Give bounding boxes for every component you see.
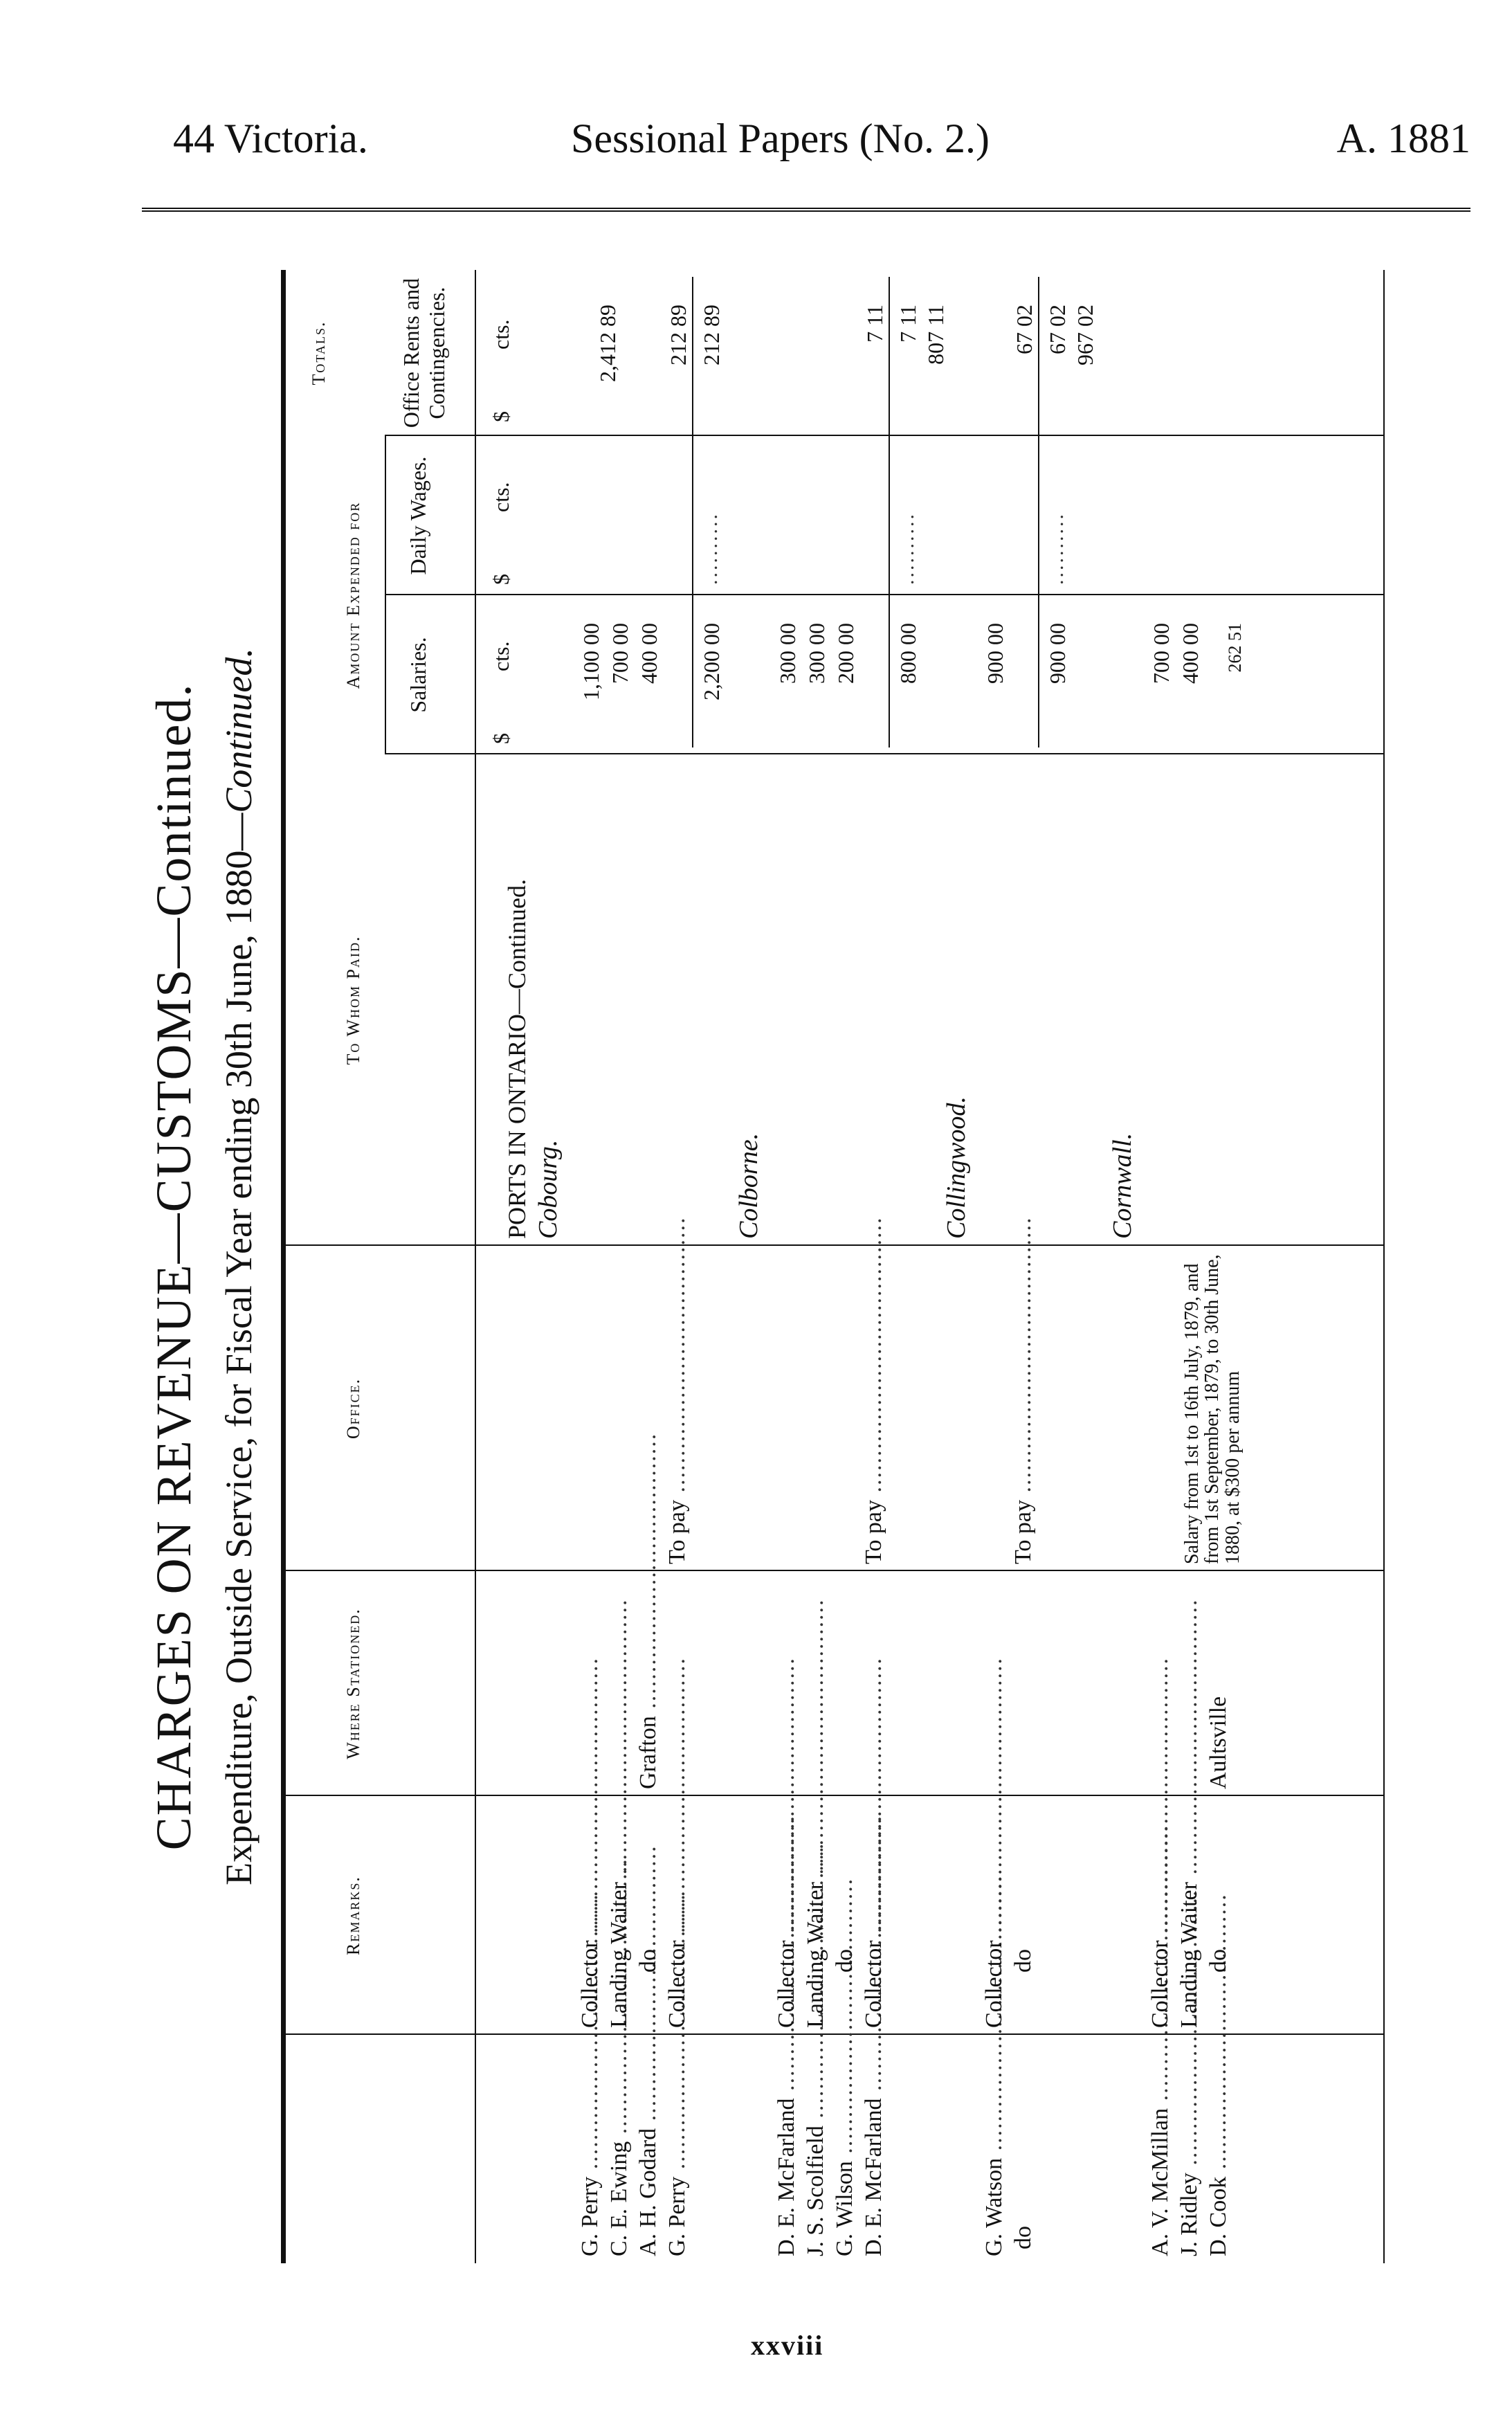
row-rents: 212 89 [666, 305, 691, 365]
section-heading: PORTS IN ONTARIO—Continued. [503, 879, 531, 1239]
row-salary: 300 00 [775, 623, 800, 684]
port-name-cobourg: Cobourg. [534, 1139, 563, 1239]
total-colborne: 807 11 [923, 305, 948, 365]
row-whom: do [1010, 2226, 1036, 2249]
subtotal-rents: 7 11 [895, 305, 920, 343]
row-office: Collector ..... [1149, 1657, 1172, 2028]
row-salary: 700 00 [608, 623, 632, 684]
row-salary: 900 00 [983, 623, 1008, 684]
row-office: Landing Waiter ..... [608, 1599, 631, 2028]
col-divider-2 [281, 1795, 1385, 1796]
subtotal-rents: 67 02 [1045, 305, 1070, 354]
table-subtitle-text: Expenditure, Outside Service, for Fiscal Year ending 30th June, 1880— [218, 813, 259, 1885]
row-remarks: To pay ..... [1012, 1217, 1035, 1565]
header-bottom-rule [475, 270, 476, 2263]
row-remarks: To pay ..... [666, 1217, 689, 1565]
row-salary: 400 00 [1178, 623, 1203, 684]
page-number: xxviii [751, 2330, 824, 2361]
row-office: Collector ..... [862, 1657, 886, 2028]
col-divider-6 [385, 594, 1385, 595]
row-salary: 1,100 00 [579, 623, 603, 700]
header-rule [142, 208, 1470, 212]
row-office: do [1010, 1949, 1036, 1973]
subtotal-wages-blank: .......... [895, 512, 918, 585]
col-head-salaries: Salaries. [406, 637, 430, 713]
row-office: do [1205, 1949, 1231, 1973]
col-divider-3 [281, 1570, 1385, 1571]
row-office: Collector ..... [579, 1657, 602, 2028]
amount-group-rule [385, 436, 386, 754]
row-where: Grafton ..... [637, 1433, 660, 1789]
row-salary: 200 00 [833, 623, 858, 684]
subtotal-salaries: 800 00 [895, 623, 920, 684]
subtotal-rule [692, 277, 693, 748]
row-office: do [832, 1949, 857, 1973]
row-whom: D. E. McFarland ..... [775, 1815, 799, 2256]
col-divider-5 [385, 753, 1385, 754]
row-whom: G. Perry ..... [579, 1893, 602, 2256]
running-head-title: Sessional Papers (No. 2.) [571, 116, 990, 161]
row-salary: 700 00 [1149, 623, 1174, 684]
subtotal-rule [889, 277, 890, 748]
row-whom: D. E. McFarland ..... [862, 1815, 886, 2256]
subtotal-rule [1038, 277, 1039, 748]
row-whom: C. E. Ewing ..... [608, 1858, 631, 2256]
row-whom: G. Wilson ..... [833, 1878, 857, 2256]
subtotal-wages-blank: .......... [1045, 512, 1068, 585]
unit-cts-rents: cts. [489, 319, 513, 350]
unit-dollar-salaries: $ [489, 733, 513, 744]
col-head-office: Office. [343, 1377, 363, 1440]
row-whom: G. Perry ..... [666, 1893, 689, 2256]
row-salary: 300 00 [804, 623, 829, 684]
table-title: CHARGES ON REVENUE—CUSTOMS—Continued. [146, 682, 201, 1851]
row-whom: A. V. McMillan ..... [1149, 1824, 1172, 2256]
unit-cts-salaries: cts. [489, 641, 513, 671]
port-name-collingwood: Collingwood. [942, 1096, 971, 1239]
subtotal-rents: 212 89 [699, 305, 724, 365]
col-head-remarks: Remarks. [343, 1876, 363, 1955]
row-office: Collector ..... [775, 1657, 799, 2028]
subtotal-salaries: 2,200 00 [699, 623, 724, 700]
row-office: Landing Waiter ..... [1178, 1599, 1201, 2028]
port-name-cornwall: Cornwall. [1108, 1132, 1137, 1239]
table-subtitle-continued: Continued. [218, 648, 259, 813]
row-office: Landing Waiter ..... [804, 1599, 828, 2028]
port-name-colborne: Colborne. [734, 1132, 763, 1239]
table-subtitle [217, 270, 260, 2263]
row-salary: 400 00 [637, 623, 662, 684]
row-remarks-note: Salary from 1st to 16th July, 1879, and from 1st September, 1879, to 30th June, 1880, at $300 per annum [1181, 1254, 1244, 1564]
subtotal-salaries: 900 00 [1045, 623, 1070, 684]
row-whom: A. H. Godard ..... [637, 1845, 660, 2256]
row-whom: G. Watson ..... [983, 1874, 1006, 2256]
running-head-year: A. 1881 [1336, 116, 1470, 161]
total-cobourg: 2,412 89 [595, 305, 620, 382]
col-head-office-rents: Office Rents and Contingencies. [399, 278, 449, 428]
unit-dollar-wages: $ [489, 574, 513, 585]
row-rents: 67 02 [1012, 305, 1037, 354]
table-outer-rule [281, 270, 286, 2263]
row-office: Collector ..... [983, 1657, 1006, 2028]
col-head-where: Where Stationed. [343, 1608, 363, 1759]
row-whom: D. Cook ..... [1207, 1893, 1230, 2256]
rotated-table-page [145, 270, 1391, 2263]
row-whom: J. Ridley ..... [1178, 1890, 1201, 2256]
col-head-to-whom: To Whom Paid. [343, 935, 363, 1065]
total-collingwood: 967 02 [1073, 305, 1097, 365]
col-divider-7 [385, 435, 1385, 436]
col-head-daily-wages: Daily Wages. [406, 456, 430, 575]
row-salary: 262 51 [1225, 623, 1245, 673]
row-office: do [635, 1949, 661, 1973]
row-office: Collector ..... [666, 1657, 689, 2028]
subtotal-wages-blank: .......... [699, 512, 722, 585]
row-rents: 7 11 [862, 305, 887, 343]
row-where: Aultsville [1205, 1696, 1231, 1789]
table-right-rule [1383, 270, 1385, 2263]
col-divider-4 [281, 1244, 1385, 1246]
row-remarks: To pay ..... [862, 1217, 886, 1565]
unit-cts-wages: cts. [489, 482, 513, 512]
unit-dollar-rents: $ [489, 411, 513, 422]
row-whom: J. S. Scolfield ..... [804, 1842, 828, 2256]
col-head-totals: Totals. [309, 320, 329, 386]
running-head-session: 44 Victoria. [173, 116, 368, 161]
col-head-amount-group: Amount Expended for [343, 501, 363, 689]
